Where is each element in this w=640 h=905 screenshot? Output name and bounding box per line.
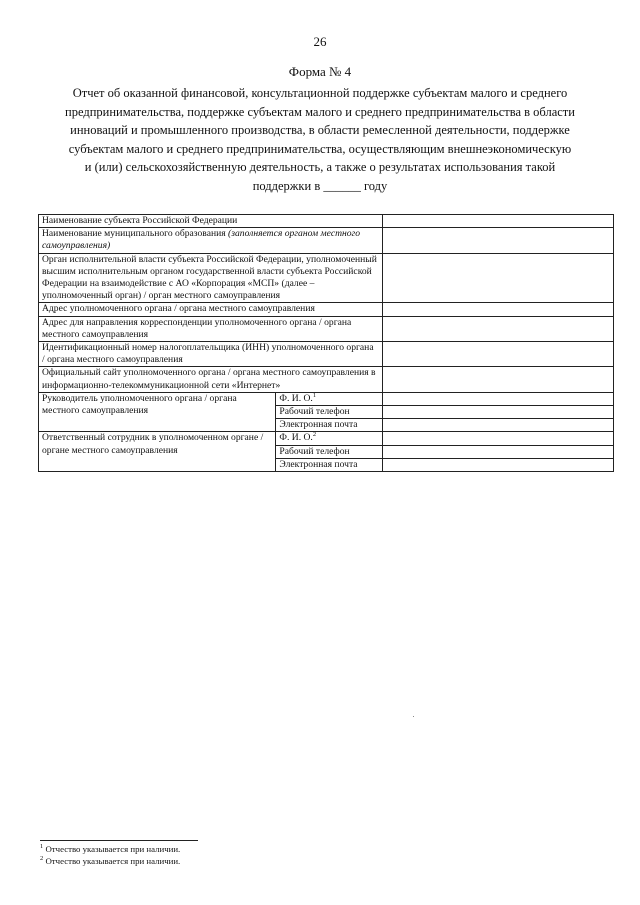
head-email-value[interactable] <box>382 419 613 432</box>
footnote <box>40 855 180 867</box>
value-cell[interactable] <box>382 342 613 367</box>
field-label: Ф. И. О. <box>279 432 313 444</box>
row-label-note: (заполняется органом местного самоуправления) <box>42 228 361 252</box>
report-title-line: поддержки в ______ году <box>252 178 388 193</box>
footnote-ref: 2 <box>312 431 317 439</box>
footnote-mark: 1 <box>40 843 44 851</box>
value-cell[interactable] <box>382 316 613 341</box>
responsible-label: Ответственный сотрудник в уполномоченном органе / органе местного самоуправления <box>39 432 276 472</box>
report-form-table <box>38 214 614 472</box>
head-label: Руководитель уполномоченного органа / органа местного самоуправления <box>39 392 276 432</box>
footnote-text: Отчество указывается при наличии. <box>43 844 181 854</box>
footnote-divider <box>40 840 198 841</box>
head-name-label <box>276 392 382 405</box>
value-cell[interactable] <box>382 367 613 392</box>
row-label: Орган исполнительной власти субъекта Российской Федерации, уполномоченный высшим исполнительным органом государственной власти субъекта Российской Федерации на взаимодействие с АО «Корпорация «МСП» (далее – уполномоченный орган) / орган местного самоуправления <box>39 253 383 303</box>
footnote-ref: 1 <box>312 391 317 399</box>
row-label: Адрес уполномоченного органа / органа местного самоуправления <box>39 303 383 316</box>
head-phone-label: Рабочий телефон <box>276 406 382 419</box>
table-row <box>39 316 614 341</box>
value-cell[interactable] <box>382 253 613 303</box>
responsible-name-label <box>276 432 382 445</box>
responsible-phone-value[interactable] <box>382 445 613 458</box>
value-cell[interactable] <box>382 228 613 253</box>
row-label: Официальный сайт уполномоченного органа / органа местного самоуправления в информационно-телекоммуникационной сети «Интернет» <box>39 367 383 392</box>
responsible-email-label: Электронная почта <box>276 458 382 471</box>
table-row <box>39 367 614 392</box>
field-label: Ф. И. О. <box>279 392 313 404</box>
head-email-label: Электронная почта <box>276 419 382 432</box>
footnote <box>40 843 180 855</box>
report-title-line: инноваций и промышленного производства, в области ремесленной деятельности, поддержке <box>70 123 570 137</box>
value-cell[interactable] <box>382 303 613 316</box>
report-title-line: субъектам малого и среднего предпринимательства, осуществляющим внешнеэкономическую <box>68 141 572 156</box>
form-title: Форма № 4 <box>288 64 352 79</box>
value-cell[interactable] <box>382 215 613 228</box>
table-row <box>39 253 614 303</box>
report-title-line: предпринимательства, поддержке субъектам малого и среднего предпринимательства в области <box>65 104 575 119</box>
row-label: Наименование субъекта Российской Федерации <box>39 215 383 228</box>
table-row <box>39 342 614 367</box>
page-number: 26 <box>313 34 327 49</box>
row-label: Идентификационный номер налогоплательщика (ИНН) уполномоченного органа / органа местного самоуправления <box>39 342 383 367</box>
footnote-text: Отчество указывается при наличии. <box>43 856 181 866</box>
table-row <box>39 392 614 405</box>
responsible-email-value[interactable] <box>382 458 613 471</box>
footnote-mark: 2 <box>40 855 44 863</box>
scan-speck <box>413 716 414 717</box>
report-title <box>40 84 600 195</box>
responsible-name-value[interactable] <box>382 432 613 445</box>
responsible-phone-label: Рабочий телефон <box>276 445 382 458</box>
table-row <box>39 432 614 445</box>
report-title-line: и (или) сельскохозяйственную деятельность, а также о результатах использования такой <box>84 160 556 174</box>
row-label-text: Наименование муниципального образования <box>42 228 229 240</box>
footnotes <box>40 843 180 867</box>
table-row <box>39 303 614 316</box>
table-row <box>39 228 614 253</box>
head-phone-value[interactable] <box>382 406 613 419</box>
head-name-value[interactable] <box>382 392 613 405</box>
report-title-line: Отчет об оказанной финансовой, консультационной поддержке субъектам малого и среднего <box>72 86 568 100</box>
row-label: Адрес для направления корреспонденции уполномоченного органа / органа местного самоуправления <box>39 316 383 341</box>
table-row <box>39 215 614 228</box>
row-label <box>39 228 383 253</box>
